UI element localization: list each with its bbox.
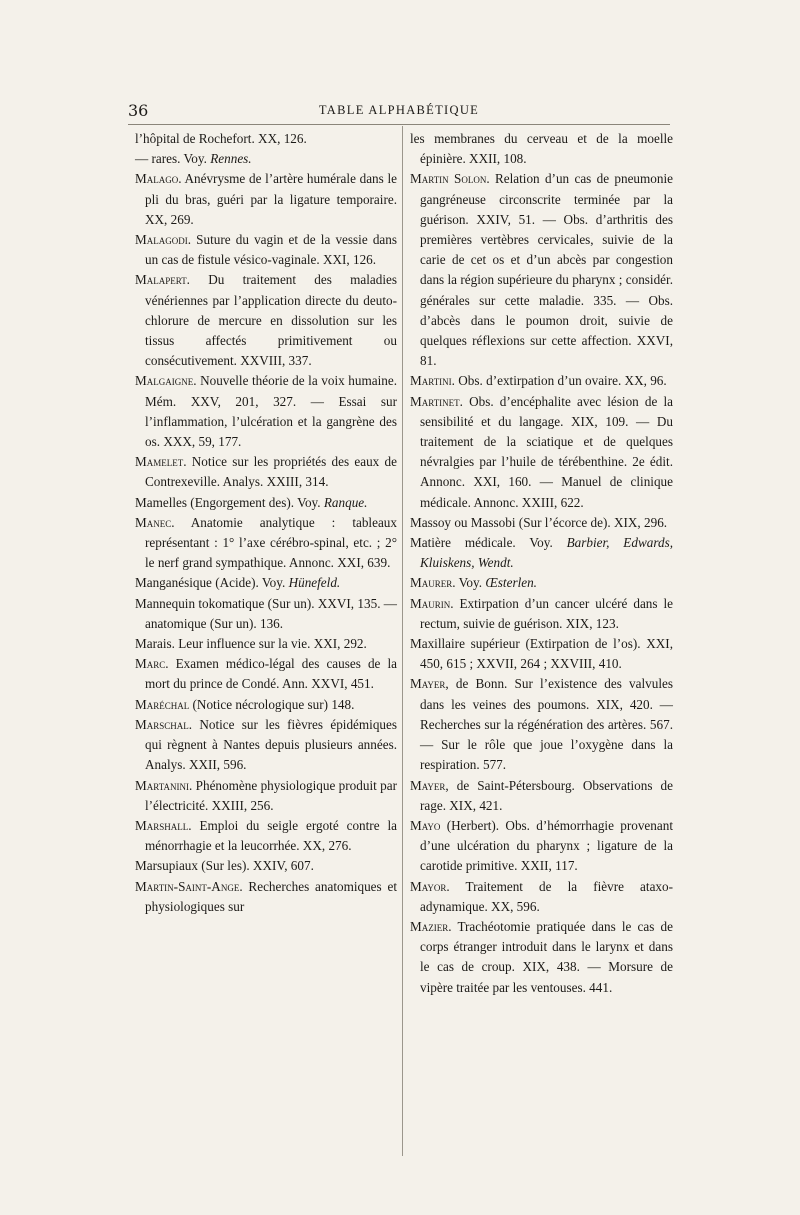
- entry-text: Voy.: [455, 575, 486, 591]
- index-entry: [135, 493, 397, 513]
- index-entry: [135, 230, 397, 270]
- index-entry: [410, 634, 673, 674]
- entry-name: Martanini.: [135, 777, 193, 793]
- index-entry: [135, 816, 397, 856]
- entry-text: Relation d’un cas de pneumonie gangréneuse circonscrite terminée par la guérison. XXIV, 51. — Obs. d’arthritis des premières vertèbres cervicales, suivie de la carie de cet os et d’un abcès par congestion dans la région supérieure du pharynx ; considér. générales sur cette maladie. 335. — Obs. d’abcès dans le poumon droit, suivie de quelques réflexions sur cette affection. XXVI, 81.: [420, 171, 673, 369]
- entry-text: Mannequin tokomatique (Sur un). XXVI, 135. — anatomique (Sur un). 136.: [135, 595, 397, 631]
- index-entry: [135, 634, 397, 654]
- entry-text: l’hôpital de Rochefort. XX, 126.: [135, 131, 307, 146]
- entry-text: (Herbert). Obs. d’hémorrhagie provenant d’une ulcération du pharynx ; ligature de la carotide primitive. XXII, 117.: [420, 817, 673, 874]
- entry-name: Malago.: [135, 171, 182, 187]
- page-header: [128, 101, 670, 121]
- entry-name: Martin Solon.: [410, 171, 490, 187]
- entry-name: Martini.: [410, 373, 455, 389]
- index-entry: [135, 877, 397, 917]
- entry-name: Martin-Saint-Ange.: [135, 878, 243, 894]
- index-entry: [410, 674, 673, 775]
- index-entry: [135, 594, 397, 634]
- entry-text: Extirpation d’un cancer ulcéré dans le rectum, suivie de guérison. XIX, 123.: [420, 595, 673, 631]
- entry-text: Suture du vagin et de la vessie dans un cas de fistule vésico-vaginale. XXI, 126.: [145, 232, 397, 268]
- entry-text: Notice sur les propriétés des eaux de Contrexeville. Analys. XXIII, 314.: [145, 454, 397, 490]
- index-entry: [135, 654, 397, 694]
- entry-name: Mamelet.: [135, 454, 187, 470]
- entry-name: Mayer,: [410, 676, 449, 692]
- header-rule: [128, 124, 670, 125]
- column-divider: [402, 126, 403, 1156]
- entry-text: Recherches anatomiques et physiologiques sur: [145, 878, 397, 914]
- entry-text: Nouvelle théorie de la voix humaine. Mém. XXV, 201, 327. — Essai sur l’inflammation, l’ulcération et la gangrène des os. XXX, 59, 177.: [145, 373, 397, 450]
- entry-text: Phénomène physiologique produit par l’électricité. XXIII, 256.: [145, 777, 397, 813]
- entry-text: Du traitement des maladies vénériennes par l’application directe du deuto-chlorure de mercure en dissolution sur les tissus affectés primitivement ou consécutivement. XXVIII, 337.: [145, 272, 397, 369]
- index-entry: [410, 169, 673, 371]
- entry-text: Marsupiaux (Sur les). XXIV, 607.: [135, 858, 314, 874]
- entry-name: Marschal.: [135, 716, 193, 732]
- entry-text: de Saint-Pétersbourg. Observations de rage. XIX, 421.: [420, 777, 673, 813]
- entry-name: Maurin.: [410, 595, 454, 611]
- entry-reference: Hünefeld.: [288, 575, 341, 591]
- index-entry: [135, 573, 397, 593]
- index-entry: [135, 452, 397, 492]
- entry-name: Manec.: [135, 514, 175, 530]
- entry-name: Mayo: [410, 817, 441, 833]
- index-entry: [135, 169, 397, 230]
- entry-reference: Barbier, Edwards, Kluiskens, Wendt.: [420, 535, 674, 571]
- index-entry: [410, 917, 673, 998]
- entry-reference: Ranque.: [323, 494, 368, 510]
- running-title: TABLE ALPHABÉTIQUE: [318, 103, 480, 117]
- index-entry: [410, 513, 673, 533]
- entry-name: Mayer,: [410, 777, 449, 793]
- index-entry: [410, 594, 673, 634]
- entry-text: Notice sur les fièvres épidémiques qui règnent à Nantes depuis plusieurs années. Analys. XXII, 596.: [145, 716, 397, 773]
- entry-name: Maréchal: [135, 696, 190, 712]
- index-entry: [135, 513, 397, 574]
- entry-name: Marshall.: [135, 817, 192, 833]
- index-entry: [135, 715, 397, 776]
- entry-text: Marais. Leur influence sur la vie. XXI, 292.: [135, 636, 367, 652]
- entry-text: Anévrysme de l’artère humérale dans le pli du bras, guéri par la ligature temporaire. XX, 269.: [145, 171, 397, 227]
- index-entry: [410, 392, 673, 513]
- entry-reference: Œsterlen.: [485, 575, 537, 591]
- page-number: 36: [128, 101, 149, 120]
- entry-name: Mayor.: [410, 878, 450, 894]
- entry-name: Marc.: [135, 656, 169, 672]
- entry-name: Mazier.: [410, 918, 452, 934]
- index-entry: [135, 856, 397, 876]
- entry-text: Mamelles (Engorgement des). Voy.: [135, 494, 324, 510]
- index-entry: [410, 776, 673, 816]
- index-entry: [135, 270, 397, 371]
- entry-text: Massoy ou Massobi (Sur l’écorce de). XIX, 296.: [410, 514, 668, 530]
- index-entry: [410, 371, 673, 391]
- entry-name: Malgaigne.: [135, 373, 197, 389]
- entry-text: les membranes du cerveau et de la moelle épinière. XXII, 108.: [410, 131, 673, 167]
- entry-text: Anatomie analytique : tableaux représentant : 1° l’axe cérébro-spinal, etc. ; 2° le nerf grand sympathique. Annonc. XXI, 639.: [145, 514, 397, 571]
- entry-text: Maxillaire supérieur (Extirpation de l’os). XXI, 450, 615 ; XXVII, 264 ; XXVIII, 410.: [410, 636, 673, 672]
- entry-text: (Notice nécrologique sur) 148.: [189, 696, 355, 712]
- entry-text: Examen médico-légal des causes de la mort du prince de Condé. Ann. XXVI, 451.: [145, 656, 397, 692]
- index-entry: [410, 816, 673, 877]
- entry-name: Malapert.: [135, 272, 190, 288]
- entry-text: — rares. Voy.: [135, 151, 211, 167]
- entry-text: Traitement de la fièvre ataxo-adynamique. XX, 596.: [420, 878, 673, 914]
- index-entry: [135, 149, 397, 169]
- entry-text: Trachéotomie pratiquée dans le cas de corps étranger introduit dans le larynx et dans le cas de croup. XIX, 438. — Morsure de vipère traitée par les ventouses. 441.: [420, 918, 673, 995]
- entry-text: Emploi du seigle ergoté contre la ménorrhagie et la leucorrhée. XX, 276.: [145, 817, 397, 854]
- index-entry: [410, 129, 673, 169]
- index-entry: [135, 776, 397, 816]
- left-column: [135, 129, 397, 917]
- index-entry: [135, 695, 397, 715]
- entry-name: Maurer.: [410, 575, 456, 591]
- entry-reference: Rennes.: [210, 151, 252, 167]
- index-entry: [410, 573, 673, 593]
- entry-name: Martinet.: [410, 393, 463, 409]
- index-entry: [410, 533, 673, 573]
- index-entry: [135, 371, 397, 452]
- entry-text: Matière médicale. Voy.: [410, 535, 567, 551]
- entry-text: Obs. d’encéphalite avec lésion de la sensibilité et du langage. XIX, 109. — Du traitement de la sciatique et de quelques névralgies par l’huile de térébenthine. 2e édit. Annonc. XXI, 160. — Manuel de clinique médicale. Annonc. XXIII, 622.: [420, 393, 673, 510]
- entry-text: Obs. d’extirpation d’un ovaire. XX, 96.: [454, 373, 667, 389]
- right-column: [410, 129, 673, 998]
- entry-text: Manganésique (Acide). Voy.: [135, 575, 289, 591]
- entry-name: Malagodi.: [135, 232, 192, 248]
- entry-text: de Bonn. Sur l’existence des valvules dans les veines des poumons. XIX, 420. — Recherches sur la régénération des artères. 567. — Sur le rôle que joue l’oxygène dans la respiration. 577.: [420, 676, 673, 773]
- index-entry: [410, 877, 673, 917]
- index-entry: [135, 129, 397, 149]
